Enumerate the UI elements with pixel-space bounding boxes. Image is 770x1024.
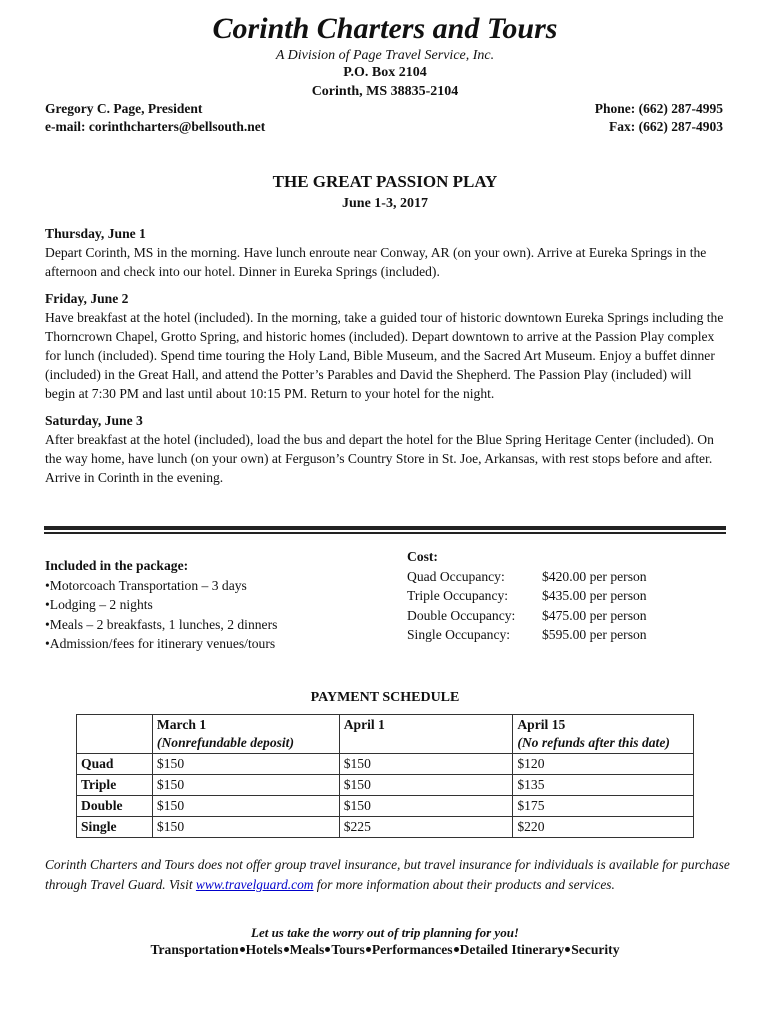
table-row [77, 775, 694, 796]
column-date: March 1 [156, 717, 207, 732]
divider-thin [44, 532, 726, 534]
column-header [339, 715, 513, 754]
po-box: P.O. Box 2104 [343, 65, 427, 80]
phone-number: Phone: (662) 287-4995 [594, 101, 723, 116]
email-address[interactable]: e-mail: corinthcharters@bellsouth.net [45, 119, 266, 134]
bullet-dot-icon [454, 947, 459, 952]
table-cell: $150 [339, 754, 513, 775]
table-row [77, 817, 694, 838]
itinerary-day [45, 411, 725, 487]
cost-price: $435.00 per person [542, 588, 647, 603]
column-note: (Nonrefundable deposit) [156, 735, 294, 750]
city-address: Corinth, MS 38835-2104 [311, 84, 459, 99]
table-cell: $225 [339, 817, 513, 838]
table-cell: $135 [513, 775, 694, 796]
cost-row [407, 606, 647, 626]
travelguard-link[interactable]: www.travelguard.com [195, 877, 314, 892]
cost-row [407, 567, 647, 587]
service-item: Meals [289, 942, 325, 957]
payment-schedule-title: PAYMENT SCHEDULE [310, 690, 460, 705]
service-item: Detailed Itinerary [459, 942, 565, 957]
service-item: Performances [371, 942, 453, 957]
divider-thick [44, 526, 726, 530]
day-description: Depart Corinth, MS in the morning. Have lunch enroute near Conway, AR (on your own). Arrive at Eureka Springs in the afternoon and check into our hotel. Dinner in Eureka Springs (included). [45, 245, 707, 279]
footer-tagline: Let us take the worry out of trip planning for you! [251, 925, 519, 940]
table-cell: $150 [339, 775, 513, 796]
itinerary [45, 224, 725, 495]
table-header-row [77, 715, 694, 754]
cost-row [407, 625, 647, 645]
table-cell: $120 [513, 754, 694, 775]
column-header [152, 715, 339, 754]
cost-label: Double Occupancy: [407, 607, 516, 623]
list-item: •Motorcoach Transportation – 3 days [45, 577, 247, 593]
cost-price: $595.00 per person [542, 627, 647, 642]
contact-left [45, 100, 265, 136]
insurance-text-end: for more information about their products and services. [313, 877, 615, 892]
table-row [77, 754, 694, 775]
day-description: Have breakfast at the hotel (included). In the morning, take a guided tour of historic downtown Eureka Springs including the Thorncrown Chapel, Grotto Spring, and historic homes (included). Depart downtown to arrive at the Passion Play complex for lunch (included). Spend time touring the Holy Land, Bible Museum, and the Sacred Art Museum. Enjoy a buffet dinner (included) in the Great Hall, and attend the Potter’s Parables and David the Shepherd. The Passion Play (included) will begin at 7:30 PM and last until about 10:15 PM. Return to your hotel for the night. [45, 310, 724, 401]
footer-services [0, 942, 770, 958]
table-cell: $150 [152, 817, 339, 838]
list-item: •Admission/fees for itinerary venues/tours [45, 636, 276, 651]
table-cell: $175 [513, 796, 694, 817]
table-cell: $150 [152, 775, 339, 796]
fax-number: Fax: (662) 287-4903 [609, 119, 723, 134]
president-name: Gregory C. Page, President [45, 101, 203, 116]
row-label: Quad [77, 754, 153, 775]
row-label: Double [77, 796, 153, 817]
cost-label: Quad Occupancy: [407, 568, 505, 584]
list-item: •Meals – 2 breakfasts, 1 lunches, 2 dinners [45, 616, 278, 632]
cost-section [407, 547, 647, 645]
table-cell: $220 [513, 817, 694, 838]
event-title: THE GREAT PASSION PLAY [272, 172, 498, 191]
service-item: Hotels [245, 942, 283, 957]
payment-table [76, 714, 694, 838]
column-note: (No refunds after this date) [517, 735, 670, 750]
cost-label: Single Occupancy: [407, 627, 511, 642]
column-date: April 1 [343, 717, 385, 732]
company-name: Corinth Charters and Tours [212, 12, 558, 45]
insurance-note [45, 855, 735, 895]
bullet-dot-icon [240, 947, 245, 952]
cost-row [407, 586, 647, 606]
double-divider [44, 526, 726, 537]
bullet-dot-icon [366, 947, 371, 952]
day-description: After breakfast at the hotel (included), load the bus and depart the hotel for the Blue Spring Heritage Center (included). On the way home, have lunch (on your own) at Ferguson’s Country Store in St. Joe, Arkansas, with rest stops before and after. Arrive in Corinth in the evening. [45, 432, 714, 485]
table-row [77, 796, 694, 817]
day-heading: Saturday, June 3 [45, 413, 143, 428]
cost-price: $420.00 per person [542, 568, 647, 584]
included-list [45, 576, 277, 654]
insurance-text: Corinth Charters and Tours does not offer group travel insurance, but travel insurance for individuals is available for purchase through Travel Guard. Visit [45, 857, 730, 892]
column-header [513, 715, 694, 754]
service-item: Security [571, 942, 620, 957]
column-date: April 15 [517, 717, 566, 732]
company-division: A Division of Page Travel Service, Inc. [275, 48, 495, 63]
day-heading: Friday, June 2 [45, 291, 129, 306]
bullet-dot-icon [565, 947, 570, 952]
included-section [45, 556, 277, 654]
included-heading: Included in the package: [45, 558, 189, 573]
service-item: Transportation [150, 942, 239, 957]
row-label: Single [77, 817, 153, 838]
contact-right [595, 100, 723, 136]
list-item: •Lodging – 2 nights [45, 597, 153, 612]
row-label: Triple [77, 775, 153, 796]
bullet-dot-icon [284, 947, 289, 952]
cost-label: Triple Occupancy: [407, 588, 509, 603]
table-cell: $150 [339, 796, 513, 817]
itinerary-day [45, 224, 725, 281]
event-dates: June 1-3, 2017 [342, 196, 428, 211]
bullet-dot-icon [325, 947, 330, 952]
day-heading: Thursday, June 1 [45, 226, 146, 241]
table-corner-cell [77, 715, 153, 754]
itinerary-day [45, 289, 725, 403]
table-cell: $150 [152, 796, 339, 817]
service-item: Tours [331, 942, 365, 957]
table-cell: $150 [152, 754, 339, 775]
cost-heading: Cost: [407, 549, 438, 564]
cost-price: $475.00 per person [542, 607, 647, 623]
